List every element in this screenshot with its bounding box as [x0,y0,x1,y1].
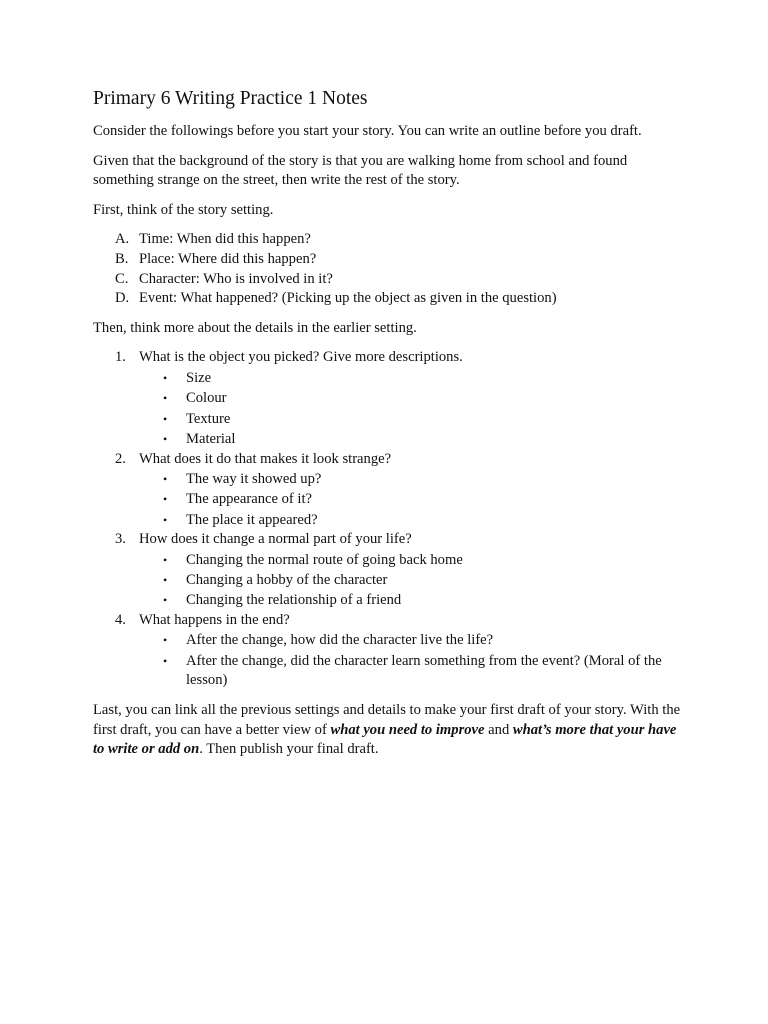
details-item [93,611,683,691]
bullet-icon: • [163,512,168,527]
setting-list [93,230,683,308]
bullet-item [139,430,683,450]
bullet-icon: • [163,431,168,446]
bullet-item [139,369,683,389]
bullet-item [139,470,683,490]
bullet-text: After the change, how did the character live the life? [186,632,494,649]
list-marker: B. [115,250,129,267]
details-item-text: What is the object you picked? Give more descriptions. [139,349,463,366]
bullet-text: The appearance of it? [186,491,312,508]
setting-item [93,270,683,290]
bullet-item [139,410,683,430]
setting-item-text: Place: Where did this happen? [139,250,317,267]
bullet-text: Size [186,369,212,386]
details-item-text: What happens in the end? [139,612,290,629]
setting-item-text: Time: When did this happen? [139,231,311,248]
conclusion-text: and [484,721,513,738]
list-marker: 1. [115,349,126,366]
bullet-text: Changing a hobby of the character [186,572,388,589]
conclusion-text: . Then publish your final draft. [199,741,379,758]
bullet-item [139,571,683,591]
bullet-text: Material [186,430,236,447]
bullet-text: The place it appeared? [186,511,318,528]
intro-paragraph: Consider the followings before you start your story. You can write an outline before you draft. [93,123,642,139]
list-marker: A. [115,231,130,248]
details-item-text: What does it do that makes it look strange? [139,450,392,467]
bullet-list [139,470,683,530]
details-item [93,348,683,449]
conclusion-text: Last, you can link all the previous settings and details to make your first draft of your story. With the first draft, you can have a better view of [93,702,681,738]
bullet-item [139,591,683,611]
details-intro-paragraph: Then, think more about the details in the earlier setting. [93,319,417,336]
page-title: Primary 6 Writing Practice 1 Notes [93,88,368,109]
bullet-icon: • [163,471,168,486]
conclusion-paragraph [93,701,683,760]
bullet-text: Colour [186,390,227,407]
bullet-icon: • [163,593,168,608]
bullet-icon: • [163,573,168,588]
background-paragraph: Given that the background of the story is that you are walking home from school and found something strange on the street, then write the rest of the story. [93,152,628,189]
emphasis-write-more: what’s more that your have to write or add on [93,721,677,758]
list-marker: D. [115,290,130,307]
bullet-item [139,389,683,409]
setting-item [93,230,683,250]
details-list [93,348,683,691]
details-item-text: How does it change a normal part of your life? [139,531,412,548]
bullet-item [139,511,683,531]
setting-item-text: Character: Who is involved in it? [139,270,333,287]
bullet-item [139,631,683,651]
bullet-icon: • [163,411,168,426]
document-page [93,86,683,770]
list-marker: 3. [115,531,126,548]
emphasis-improve: what you need to improve [330,721,485,738]
details-item [93,450,683,531]
bullet-item [139,551,683,571]
list-marker: C. [115,270,129,287]
details-item [93,530,683,611]
bullet-icon: • [163,492,168,507]
bullet-item [139,652,683,691]
bullet-list [139,551,683,611]
bullet-text: Changing the normal route of going back home [186,551,463,568]
bullet-text: After the change, did the character learn something from the event? (Moral of the lesson) [186,652,662,689]
list-marker: 4. [115,612,126,629]
bullet-list [139,631,683,691]
bullet-icon: • [163,552,168,567]
bullet-text: Texture [186,410,231,427]
bullet-icon: • [163,633,168,648]
setting-item-text: Event: What happened? (Picking up the object as given in the question) [139,290,557,307]
bullet-icon: • [163,653,168,668]
bullet-icon: • [163,370,168,385]
setting-intro-paragraph: First, think of the story setting. [93,201,274,218]
bullet-text: The way it showed up? [186,470,322,487]
bullet-text: Changing the relationship of a friend [186,592,402,609]
bullet-icon: • [163,391,168,406]
bullet-item [139,490,683,510]
setting-item [93,250,683,270]
list-marker: 2. [115,450,126,467]
setting-item [93,289,683,309]
bullet-list [139,369,683,450]
